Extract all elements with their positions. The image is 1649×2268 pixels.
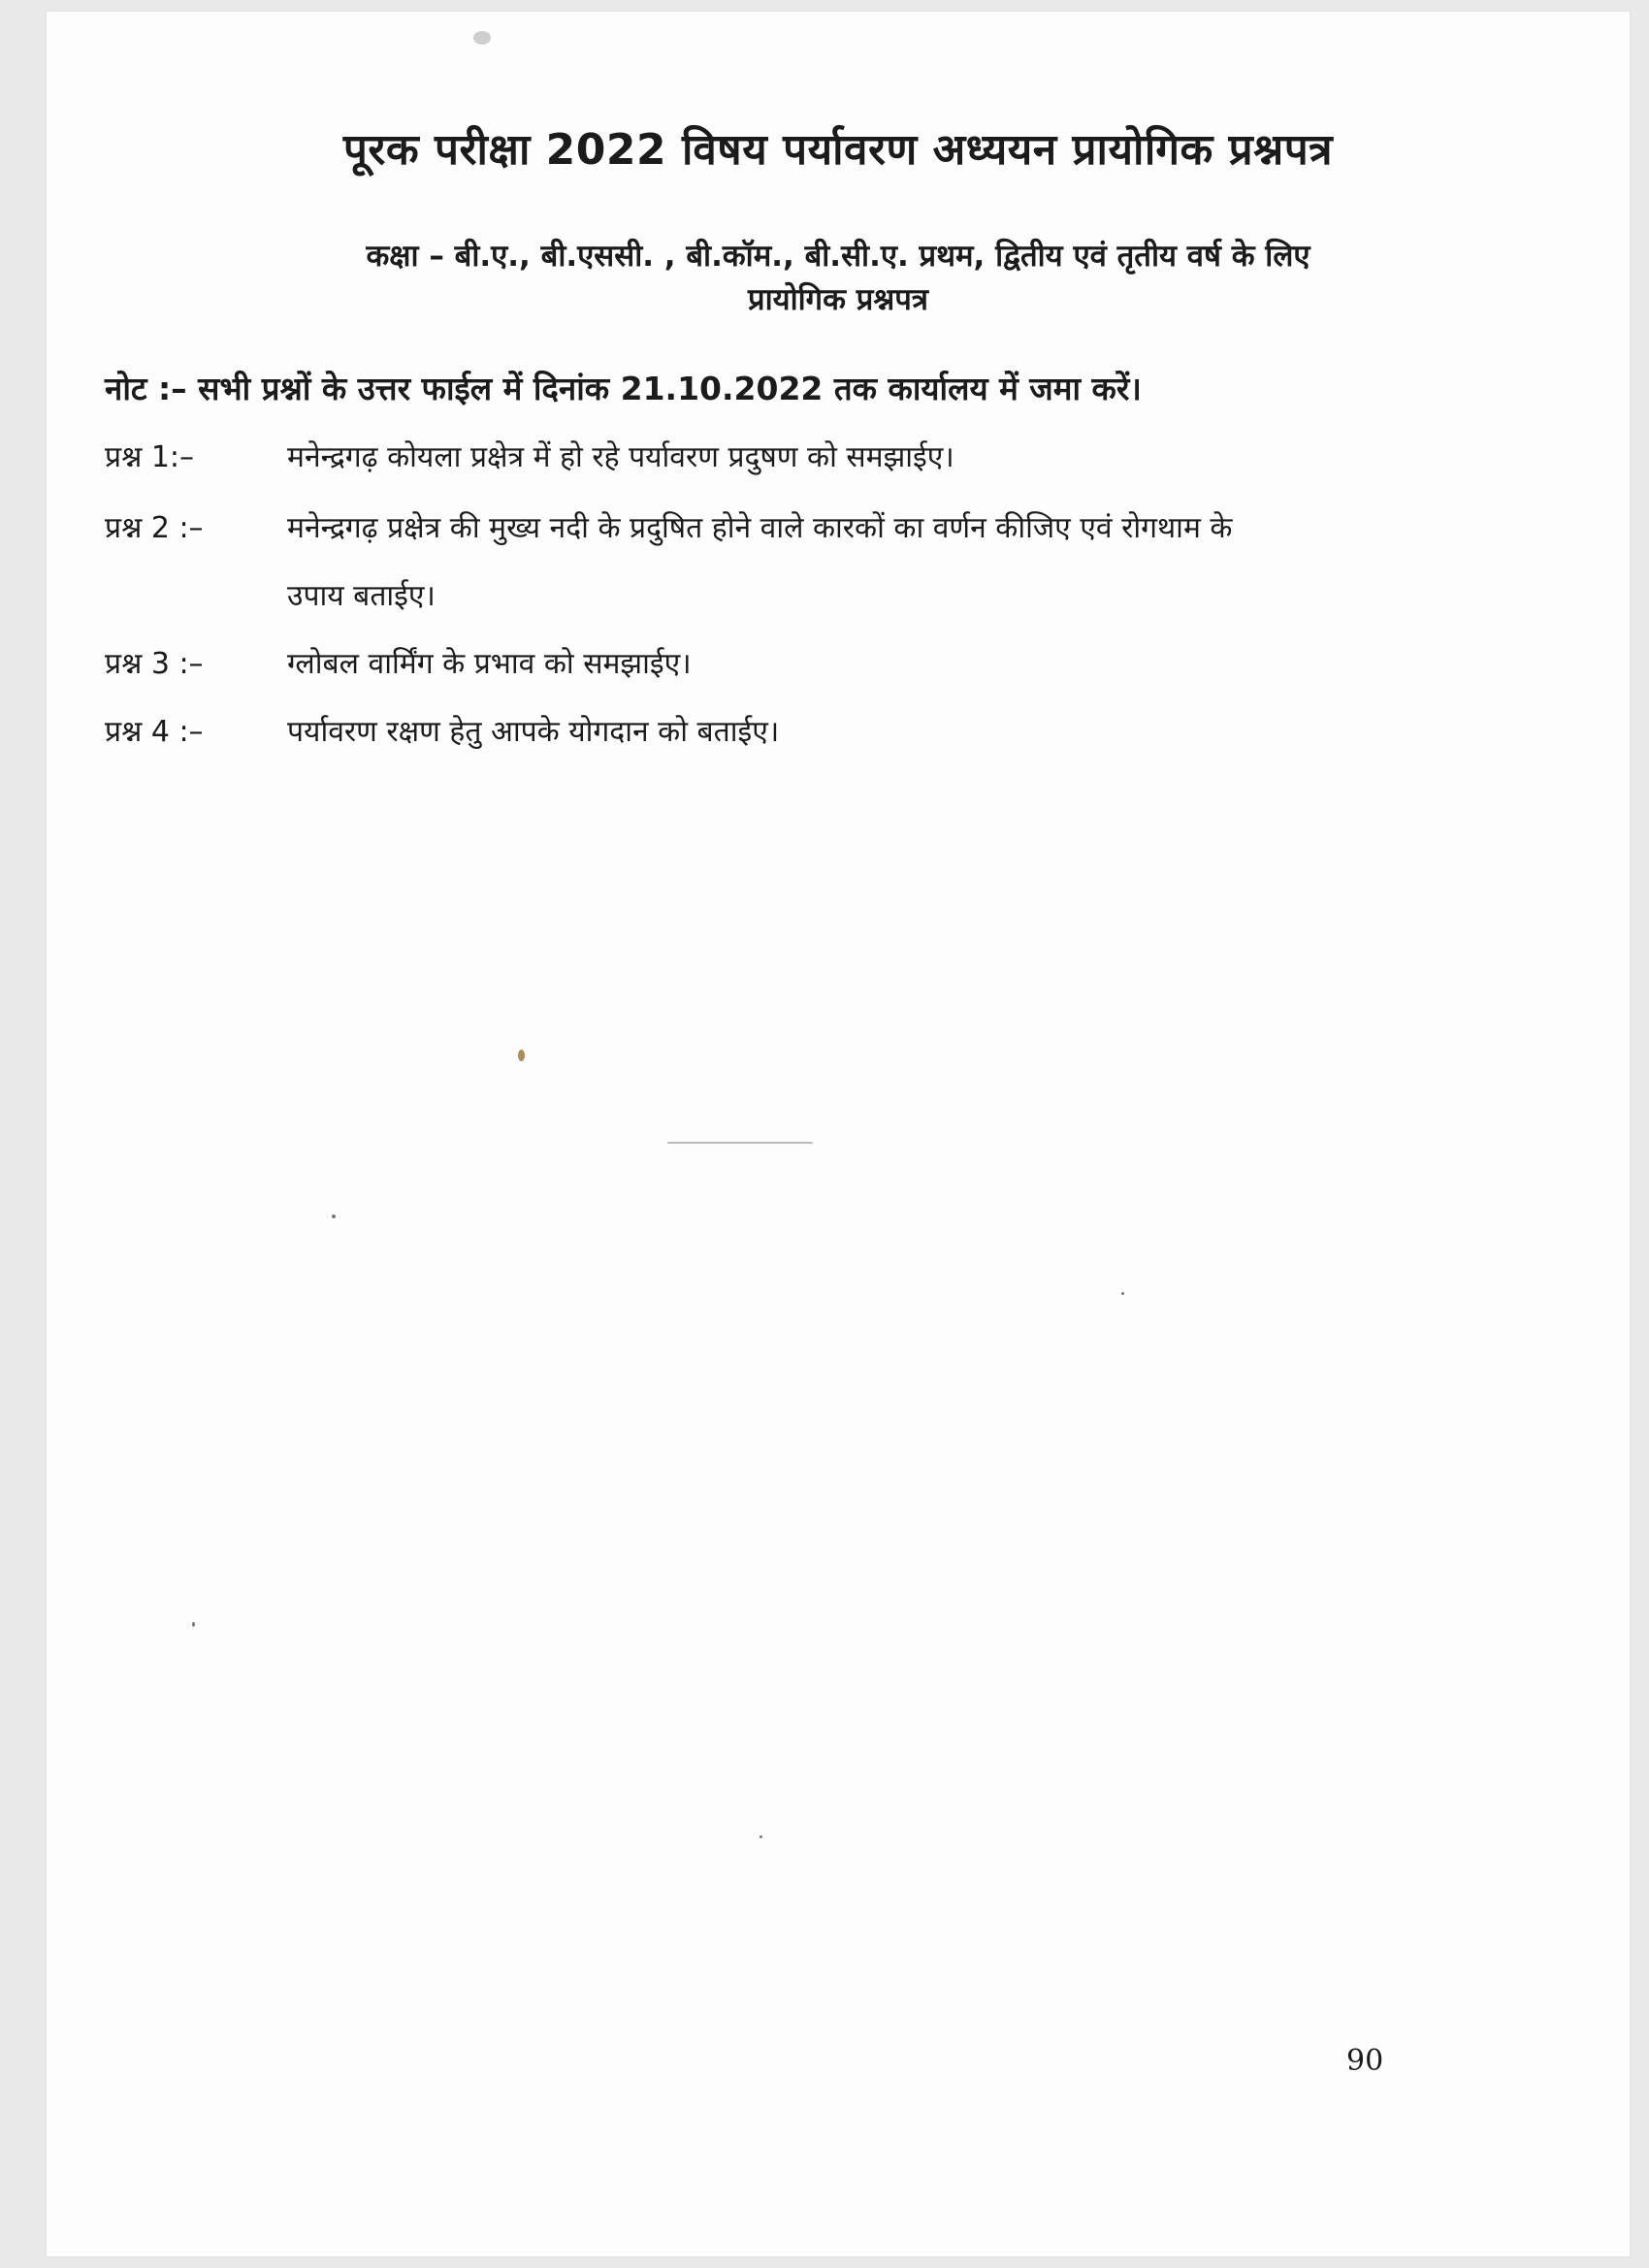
question-4 bbox=[105, 710, 779, 750]
question-text: मनेन्द्रगढ़ प्रक्षेत्र की मुख्य नदी के प्रदुषित होने वाले कारकों का वर्णन कीजिए एवं रोगथाम के bbox=[287, 511, 1233, 545]
class-line: कक्षा – बी.ए., बी.एससी. , बी.कॉम., बी.सी.ए. प्रथम, द्वितीय एवं तृतीय वर्ष के लिए bbox=[366, 239, 1310, 274]
document-page bbox=[47, 12, 1630, 2256]
question-number: प्रश्न 2 :– bbox=[105, 511, 204, 545]
paper-type-line: प्रायोगिक प्रश्नपत्र bbox=[747, 282, 929, 317]
scan-speck bbox=[332, 1215, 336, 1218]
scan-speck bbox=[760, 1835, 762, 1838]
question-text: मनेन्द्रगढ़ कोयला प्रक्षेत्र में हो रहे पर्यावरण प्रदुषण को समझाईए। bbox=[287, 440, 954, 474]
page-number: 90 bbox=[1346, 2044, 1384, 2078]
question-number: प्रश्न 4 :– bbox=[105, 715, 204, 749]
scan-speck bbox=[1121, 1292, 1124, 1295]
question-1 bbox=[105, 436, 954, 475]
document-title: पूरक परीक्षा 2022 विषय पर्यावरण अध्ययन प्रायोगिक प्रश्नपत्र bbox=[342, 125, 1334, 175]
scan-speck bbox=[473, 31, 491, 45]
question-2-continuation: उपाय बताईए। bbox=[287, 579, 436, 613]
question-2 bbox=[105, 506, 1232, 546]
question-number: प्रश्न 3 :– bbox=[105, 647, 204, 681]
scan-speck bbox=[192, 1622, 195, 1627]
scan-speck bbox=[667, 1142, 813, 1144]
note: नोट :– सभी प्रश्नों के उत्तर फाईल में दिनांक 21.10.2022 तक कार्यालय में जमा करें। bbox=[105, 370, 1142, 407]
question-text: पर्यावरण रक्षण हेतु आपके योगदान को बताईए। bbox=[287, 715, 780, 749]
question-3 bbox=[105, 642, 692, 682]
scan-speck bbox=[518, 1050, 525, 1061]
question-number: प्रश्न 1:– bbox=[105, 440, 195, 474]
question-text: ग्लोबल वार्मिंग के प्रभाव को समझाईए। bbox=[287, 647, 692, 681]
